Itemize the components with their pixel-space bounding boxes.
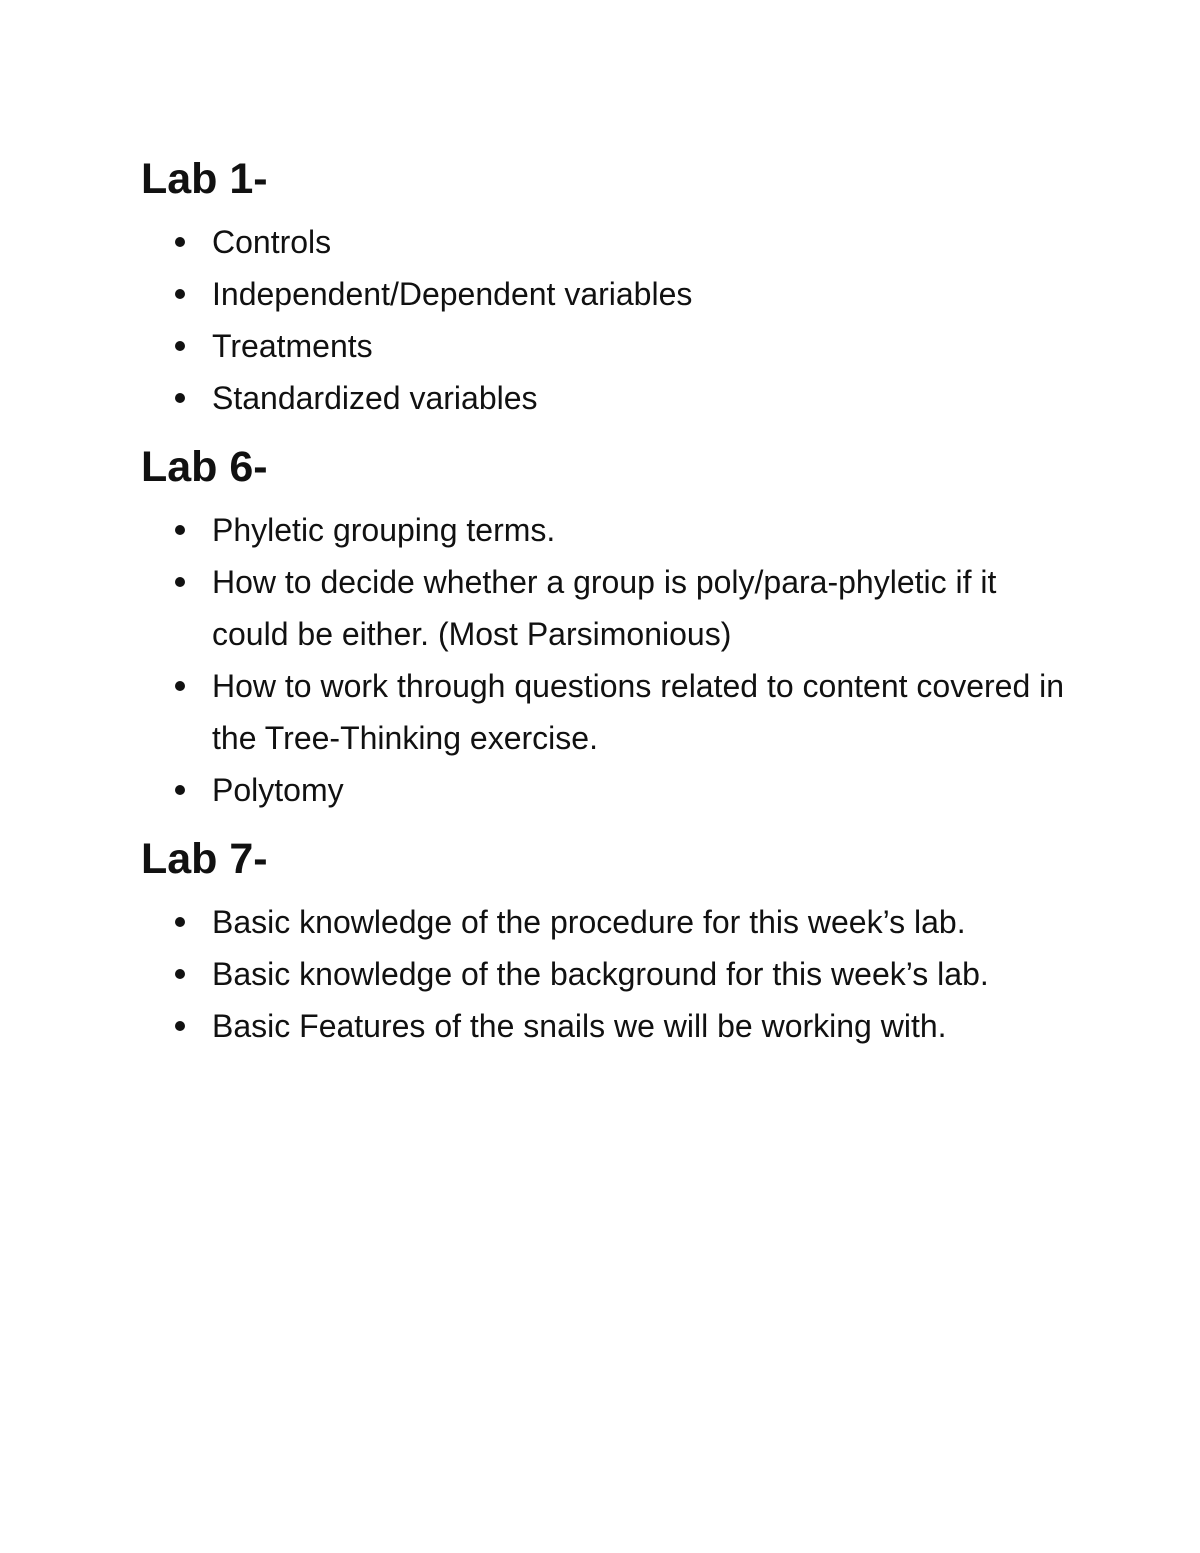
list-item-text: Phyletic grouping terms. <box>212 512 556 548</box>
bullet-icon <box>175 1021 185 1031</box>
list-item <box>141 1000 1072 1052</box>
bullet-icon <box>175 237 185 247</box>
list-item <box>141 372 1072 424</box>
bullet-icon <box>175 577 185 587</box>
list-item-text: Polytomy <box>212 772 344 808</box>
bullet-list-lab-7 <box>141 896 1071 1052</box>
section-heading-lab-1: Lab 1- <box>141 155 268 203</box>
list-item <box>141 268 1072 320</box>
bullet-list-lab-1 <box>141 216 1071 424</box>
list-item-text: Standardized variables <box>212 380 538 416</box>
list-item <box>141 660 1072 764</box>
list-item-text: Treatments <box>212 328 373 364</box>
document-content <box>141 150 1071 1066</box>
list-item-text: Basic knowledge of the background for this week’s lab. <box>212 956 989 992</box>
bullet-icon <box>175 917 185 927</box>
list-item-text: Basic Features of the snails we will be working with. <box>212 1008 947 1044</box>
list-item <box>141 216 1072 268</box>
bullet-icon <box>175 969 185 979</box>
list-item-text: How to work through questions related to content covered in the Tree-Thinking exercise. <box>212 668 1065 756</box>
bullet-icon <box>175 525 185 535</box>
list-item <box>141 896 1072 948</box>
section-heading-lab-6: Lab 6- <box>141 443 268 491</box>
section-heading-lab-7: Lab 7- <box>141 835 268 883</box>
list-item <box>141 764 1072 816</box>
bullet-icon <box>175 289 185 299</box>
list-item <box>141 320 1072 372</box>
bullet-list-lab-6 <box>141 504 1071 816</box>
list-item-text: Basic knowledge of the procedure for this week’s lab. <box>212 904 966 940</box>
bullet-icon <box>175 785 185 795</box>
bullet-icon <box>175 393 185 403</box>
list-item <box>141 948 1072 1000</box>
list-item <box>141 504 1072 556</box>
list-item-text: Controls <box>212 224 332 260</box>
list-item-text: How to decide whether a group is poly/para-phyletic if it could be either. (Most Parsimonious) <box>212 564 997 652</box>
bullet-icon <box>175 681 185 691</box>
bullet-icon <box>175 341 185 351</box>
list-item <box>141 556 1072 660</box>
list-item-text: Independent/Dependent variables <box>212 276 693 312</box>
